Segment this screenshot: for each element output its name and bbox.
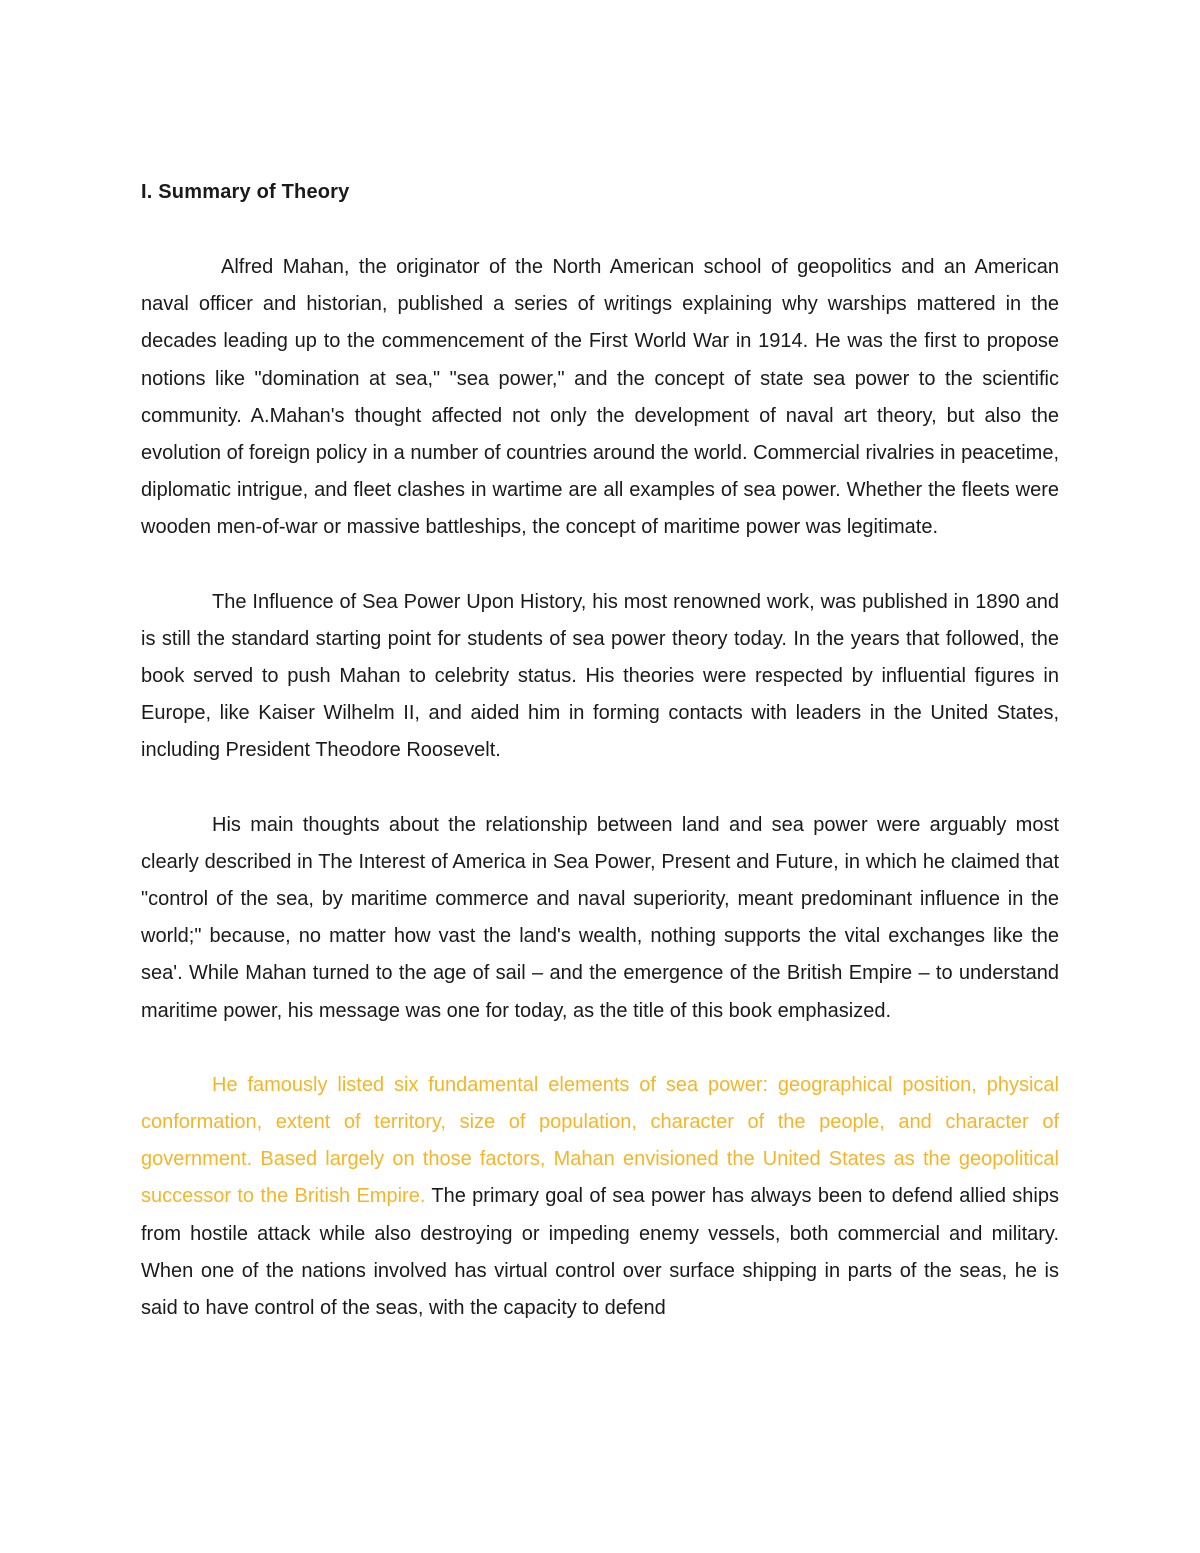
paragraph-4 — [141, 1067, 1059, 1327]
paragraph-2: The Influence of Sea Power Upon History, his most renowned work, was published in 1890 and is still the standard starting point for students of sea power theory today. In the years that followed, the book served to push Mahan to celebrity status. His theories were respected by influential figures in Europe, like Kaiser Wilhelm II, and aided him in forming contacts with leaders in the United States, including President Theodore Roosevelt. — [141, 590, 1059, 762]
paragraph-4-text: The primary goal of sea power has always been to defend allied ships from hostile attack while also destroying or impeding enemy vessels, both commercial and military. When one of the nations involved has virtual control over surface shipping in parts of the seas, he is said to have control of the seas, with the capacity to defend — [141, 1185, 1059, 1320]
document-page — [141, 178, 1059, 1364]
paragraph-1: Alfred Mahan, the originator of the North American school of geopolitics and an American naval officer and historian, published a series of writings explaining why warships mattered in the decades leading up to the commencement of the First World War in 1914. He was the first to propose notions like "domination at sea," "sea power," and the concept of state sea power to the scientific community. A.Mahan's thought affected not only the development of naval art theory, but also the evolution of foreign policy in a number of countries around the world. Commercial rivalries in peacetime, diplomatic intrigue, and fleet clashes in wartime are all examples of sea power. Whether the fleets were wooden men-of-war or massive battleships, the concept of maritime power was legitimate. — [141, 256, 1059, 539]
highlighted-text: He famously listed six fundamental elements of sea power: geographical position, physical conformation, extent of territory, size of population, character of the people, and character of government. Based largely on those factors, Mahan envisioned the United States as the geopolitical successor to the British Empire. — [141, 1073, 1059, 1208]
section-heading: I. Summary of Theory — [141, 181, 350, 203]
paragraph-3: His main thoughts about the relationship between land and sea power were arguably most clearly described in The Interest of America in Sea Power, Present and Future, in which he claimed that "control of the sea, by maritime commerce and naval superiority, meant predominant influence in the world;" because, no matter how vast the land's wealth, nothing supports the vital exchanges like the sea'. While Mahan turned to the age of sail – and the emergence of the British Empire – to understand maritime power, his message was one for today, as the title of this book emphasized. — [141, 813, 1059, 1022]
